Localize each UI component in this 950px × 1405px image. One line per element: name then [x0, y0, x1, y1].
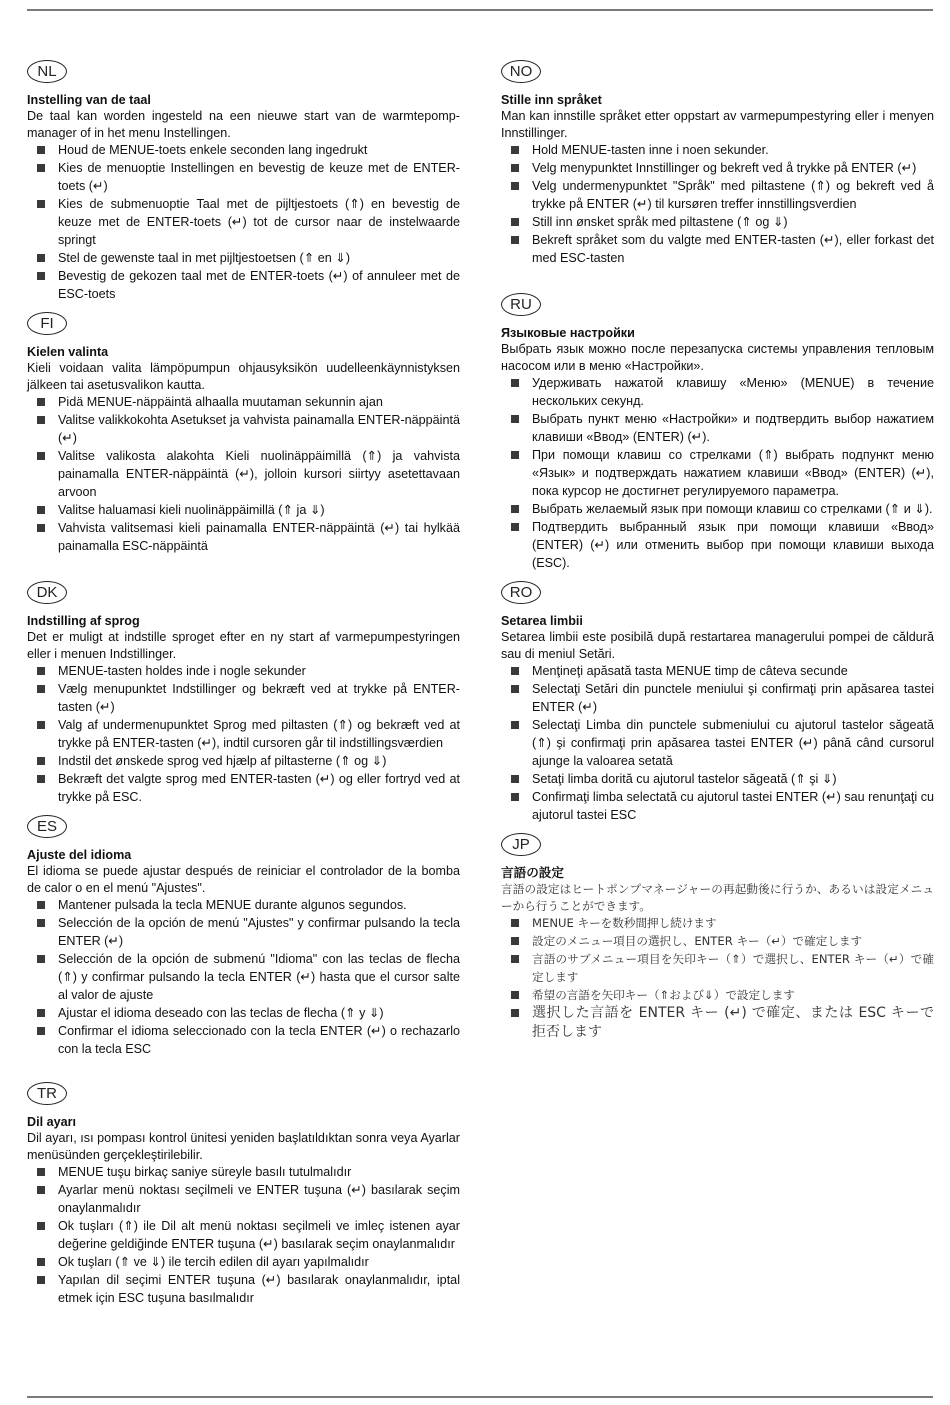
list-item: 希望の言語を矢印キー（⇑および⇓）で設定します [501, 986, 934, 1004]
instruction-list [501, 374, 934, 572]
bottom-rule [27, 1396, 933, 1398]
list-item: MENUE キーを数秒間押し続けます [501, 914, 934, 932]
list-item: Valg af undermenupunktet Sprog med piltasten (⇑) og bekræft ved at trykke på ENTER-tasten (↵), indtil cursoren går til indstillingsværdien [27, 716, 460, 752]
section-dk [27, 581, 460, 806]
list-item: MENUE tuşu birkaç saniye süreyle basılı tutulmalıdır [27, 1163, 460, 1181]
section-title: Языковые настройки [501, 326, 635, 340]
list-item: Houd de MENUE-toets enkele seconden lang ingedrukt [27, 141, 460, 159]
list-item: Setaţi limba dorită cu ajutorul tastelor săgeată (⇑ şi ⇓) [501, 770, 934, 788]
instruction-list [27, 141, 460, 303]
list-item: Выбрать пункт меню «Настройки» и подтвердить выбор нажатием клавиши «Ввод» (ENTER) (↵). [501, 410, 934, 446]
section-intro: 言語の設定はヒートポンプマネージャーの再起動後に行うか、あるいは設定メニューから行うことができます。 [501, 882, 934, 913]
language-badge-fi: FI [27, 312, 67, 335]
language-badge-nl: NL [27, 60, 67, 83]
list-item: Vælg menupunktet Indstillinger og bekræft ved at trykke på ENTER-tasten (↵) [27, 680, 460, 716]
list-item: Yapılan dil seçimi ENTER tuşuna (↵) basılarak onaylanmalıdır, iptal etmek için ESC tuşuna basılmalıdır [27, 1271, 460, 1307]
list-item: 設定のメニュー項目の選択し、ENTER キー（↵）で確定します [501, 932, 934, 950]
section-es [27, 815, 460, 1058]
list-item: Selectaţi Setări din punctele meniului şi confirmaţi prin apăsarea tastei ENTER (↵) [501, 680, 934, 716]
section-title: 言語の設定 [501, 866, 564, 880]
language-badge-es: ES [27, 815, 67, 838]
list-item: Stel de gewenste taal in met pijltjestoetsen (⇑ en ⇓) [27, 249, 460, 267]
language-badge-ru: RU [501, 293, 541, 316]
instruction-list [27, 896, 460, 1058]
section-tr [27, 1082, 460, 1307]
section-intro: Man kan innstille språket etter oppstart av varmepumpestyring eller i menyen Innstillinger. [501, 109, 934, 140]
list-item: Kies de menuoptie Instellingen en bevestig de keuze met de ENTER-toets (↵) [27, 159, 460, 195]
section-ru [501, 293, 934, 572]
instruction-list [501, 662, 934, 824]
list-item: При помощи клавиш со стрелками (⇑) выбрать подпункт меню «Язык» и подтверждать нажатием клавиши «Ввод» (ENTER) (↵), пока курсор не достигнет регулируемого параметра. [501, 446, 934, 500]
section-title: Stille inn språket [501, 93, 602, 107]
list-item: Velg undermenypunktet "Språk" med piltastene (⇑) og bekreft ved å trykke på ENTER (↵) til kursøren treffer innstillingsverdien [501, 177, 934, 213]
list-item: Hold MENUE-tasten inne i noen sekunder. [501, 141, 934, 159]
language-badge-no: NO [501, 60, 541, 83]
list-item: Ajustar el idioma deseado con las teclas de flecha (⇑ y ⇓) [27, 1004, 460, 1022]
list-item: Selección de la opción de submenú "Idioma" con las teclas de flecha (⇑) y confirmar pulsando la tecla ENTER (↵) hasta que el cursor salte al valor de ajuste [27, 950, 460, 1004]
section-no [501, 60, 934, 267]
language-badge-dk: DK [27, 581, 67, 604]
right-column [501, 60, 934, 1042]
list-item: Selección de la opción de menú "Ajustes" y confirmar pulsando la tecla ENTER (↵) [27, 914, 460, 950]
section-title: Kielen valinta [27, 345, 109, 359]
list-item: Pidä MENUE-näppäintä alhaalla muutaman sekunnin ajan [27, 393, 460, 411]
list-item: Ok tuşları (⇑) ile Dil alt menü noktası seçilmeli ve imleç istenen ayar değerine geldiğinde ENTER tuşuna (↵) basılarak seçim onaylanmalıdır [27, 1217, 460, 1253]
list-item: Удерживать нажатой клавишу «Меню» (MENUE) в течение нескольких секунд. [501, 374, 934, 410]
list-item: Menţineţi apăsată tasta MENUE timp de câteva secunde [501, 662, 934, 680]
section-intro: Выбрать язык можно после перезапуска системы управления тепловым насосом или в меню «Настройки». [501, 342, 934, 373]
language-badge-ro: RO [501, 581, 541, 604]
section-intro: Kieli voidaan valita lämpöpumpun ohjausyksikön uudelleenkäynnistyksen jälkeen tai asetusvalikon kautta. [27, 361, 460, 392]
section-title: Ajuste del idioma [27, 848, 132, 862]
instruction-list [27, 393, 460, 555]
list-item: Kies de submenuoptie Taal met de pijltjestoets (⇑) en bevestig de keuze met de ENTER-toets (↵) tot de cursor naar de instelwaarde springt [27, 195, 460, 249]
list-item: Selectaţi Limba din punctele submeniului cu ajutorul tastelor săgeată (⇑) şi confirmaţi prin apăsarea tastei ENTER (↵) până când cursorul ajunge la valoarea setată [501, 716, 934, 770]
list-item: Ok tuşları (⇑ ve ⇓) ile tercih edilen dil ayarı yapılmalıdır [27, 1253, 460, 1271]
list-item: Vahvista valitsemasi kieli painamalla ENTER-näppäintä (↵) tai hylkää painamalla ESC-näppäintä [27, 519, 460, 555]
instruction-list [501, 141, 934, 267]
list-item: Velg menypunktet Innstillinger og bekreft ved å trykke på ENTER (↵) [501, 159, 934, 177]
section-nl [27, 60, 460, 303]
list-item: Mantener pulsada la tecla MENUE durante algunos segundos. [27, 896, 460, 914]
left-column [27, 60, 460, 1307]
list-item: 言語のサブメニュー項目を矢印キー（⇑）で選択し、ENTER キー（↵）で確定します [501, 950, 934, 986]
list-item: Confirmaţi limba selectată cu ajutorul tastei ENTER (↵) sau renunţaţi cu ajutorul tastei ESC [501, 788, 934, 824]
section-jp [501, 833, 934, 1042]
section-intro: De taal kan worden ingesteld na een nieuwe start van de warmtepomp-manager of in het menu Instellingen. [27, 109, 460, 140]
section-intro: Dil ayarı, ısı pompası kontrol ünitesi yeniden başlatıldıktan sonra veya Ayarlar menüsünden gerçekleştirilebilir. [27, 1131, 460, 1162]
list-item: 選択した言語を ENTER キー (↵) で確定、または ESC キーで拒否します [501, 1004, 934, 1042]
list-item: Indstil det ønskede sprog ved hjælp af piltasterne (⇑ og ⇓) [27, 752, 460, 770]
list-item: Still inn ønsket språk med piltastene (⇑ og ⇓) [501, 213, 934, 231]
section-title: Instelling van de taal [27, 93, 151, 107]
section-intro: El idioma se puede ajustar después de reiniciar el controlador de la bomba de calor o en el menú "Ajustes". [27, 864, 460, 895]
section-ro [501, 581, 934, 824]
language-badge-jp: JP [501, 833, 541, 856]
instruction-list [501, 914, 934, 1042]
list-item: Bekræft det valgte sprog med ENTER-tasten (↵) og eller fortryd ved at trykke på ESC. [27, 770, 460, 806]
section-fi [27, 312, 460, 555]
instruction-list [27, 1163, 460, 1307]
list-item: Valitse valikosta alakohta Kieli nuolinäppäimillä (⇑) ja vahvista painamalla ENTER-näppäintä (↵), jolloin kursori siirtyy asetettavaan arvoon [27, 447, 460, 501]
list-item: Confirmar el idioma seleccionado con la tecla ENTER (↵) o rechazarlo con la tecla ESC [27, 1022, 460, 1058]
section-title: Setarea limbii [501, 614, 583, 628]
language-badge-tr: TR [27, 1082, 67, 1105]
section-title: Indstilling af sprog [27, 614, 140, 628]
list-item: Bevestig de gekozen taal met de ENTER-toets (↵) of annuleer met de ESC-toets [27, 267, 460, 303]
instruction-list [27, 662, 460, 806]
list-item: Подтвердить выбранный язык при помощи клавиши «Ввод» (ENTER) (↵) или отменить выбор при помощи клавиши выхода (ESC). [501, 518, 934, 572]
section-title: Dil ayarı [27, 1115, 77, 1129]
list-item: Выбрать желаемый язык при помощи клавиш со стрелками (⇑ и ⇓). [501, 500, 934, 518]
section-intro: Setarea limbii este posibilă după restartarea managerului pompei de căldură sau di meniul Setări. [501, 630, 934, 661]
list-item: Valitse valikkokohta Asetukset ja vahvista painamalla ENTER-näppäintä (↵) [27, 411, 460, 447]
list-item: Ayarlar menü noktası seçilmeli ve ENTER tuşuna (↵) basılarak seçim onaylanmalıdır [27, 1181, 460, 1217]
top-rule [27, 9, 933, 11]
list-item: Bekreft språket som du valgte med ENTER-tasten (↵), eller forkast det med ESC-tasten [501, 231, 934, 267]
section-intro: Det er muligt at indstille sproget efter en ny start af varmepumpestyringen eller i menuen Indstillinger. [27, 630, 460, 661]
list-item: Valitse haluamasi kieli nuolinäppäimillä (⇑ ja ⇓) [27, 501, 460, 519]
list-item: MENUE-tasten holdes inde i nogle sekunder [27, 662, 460, 680]
